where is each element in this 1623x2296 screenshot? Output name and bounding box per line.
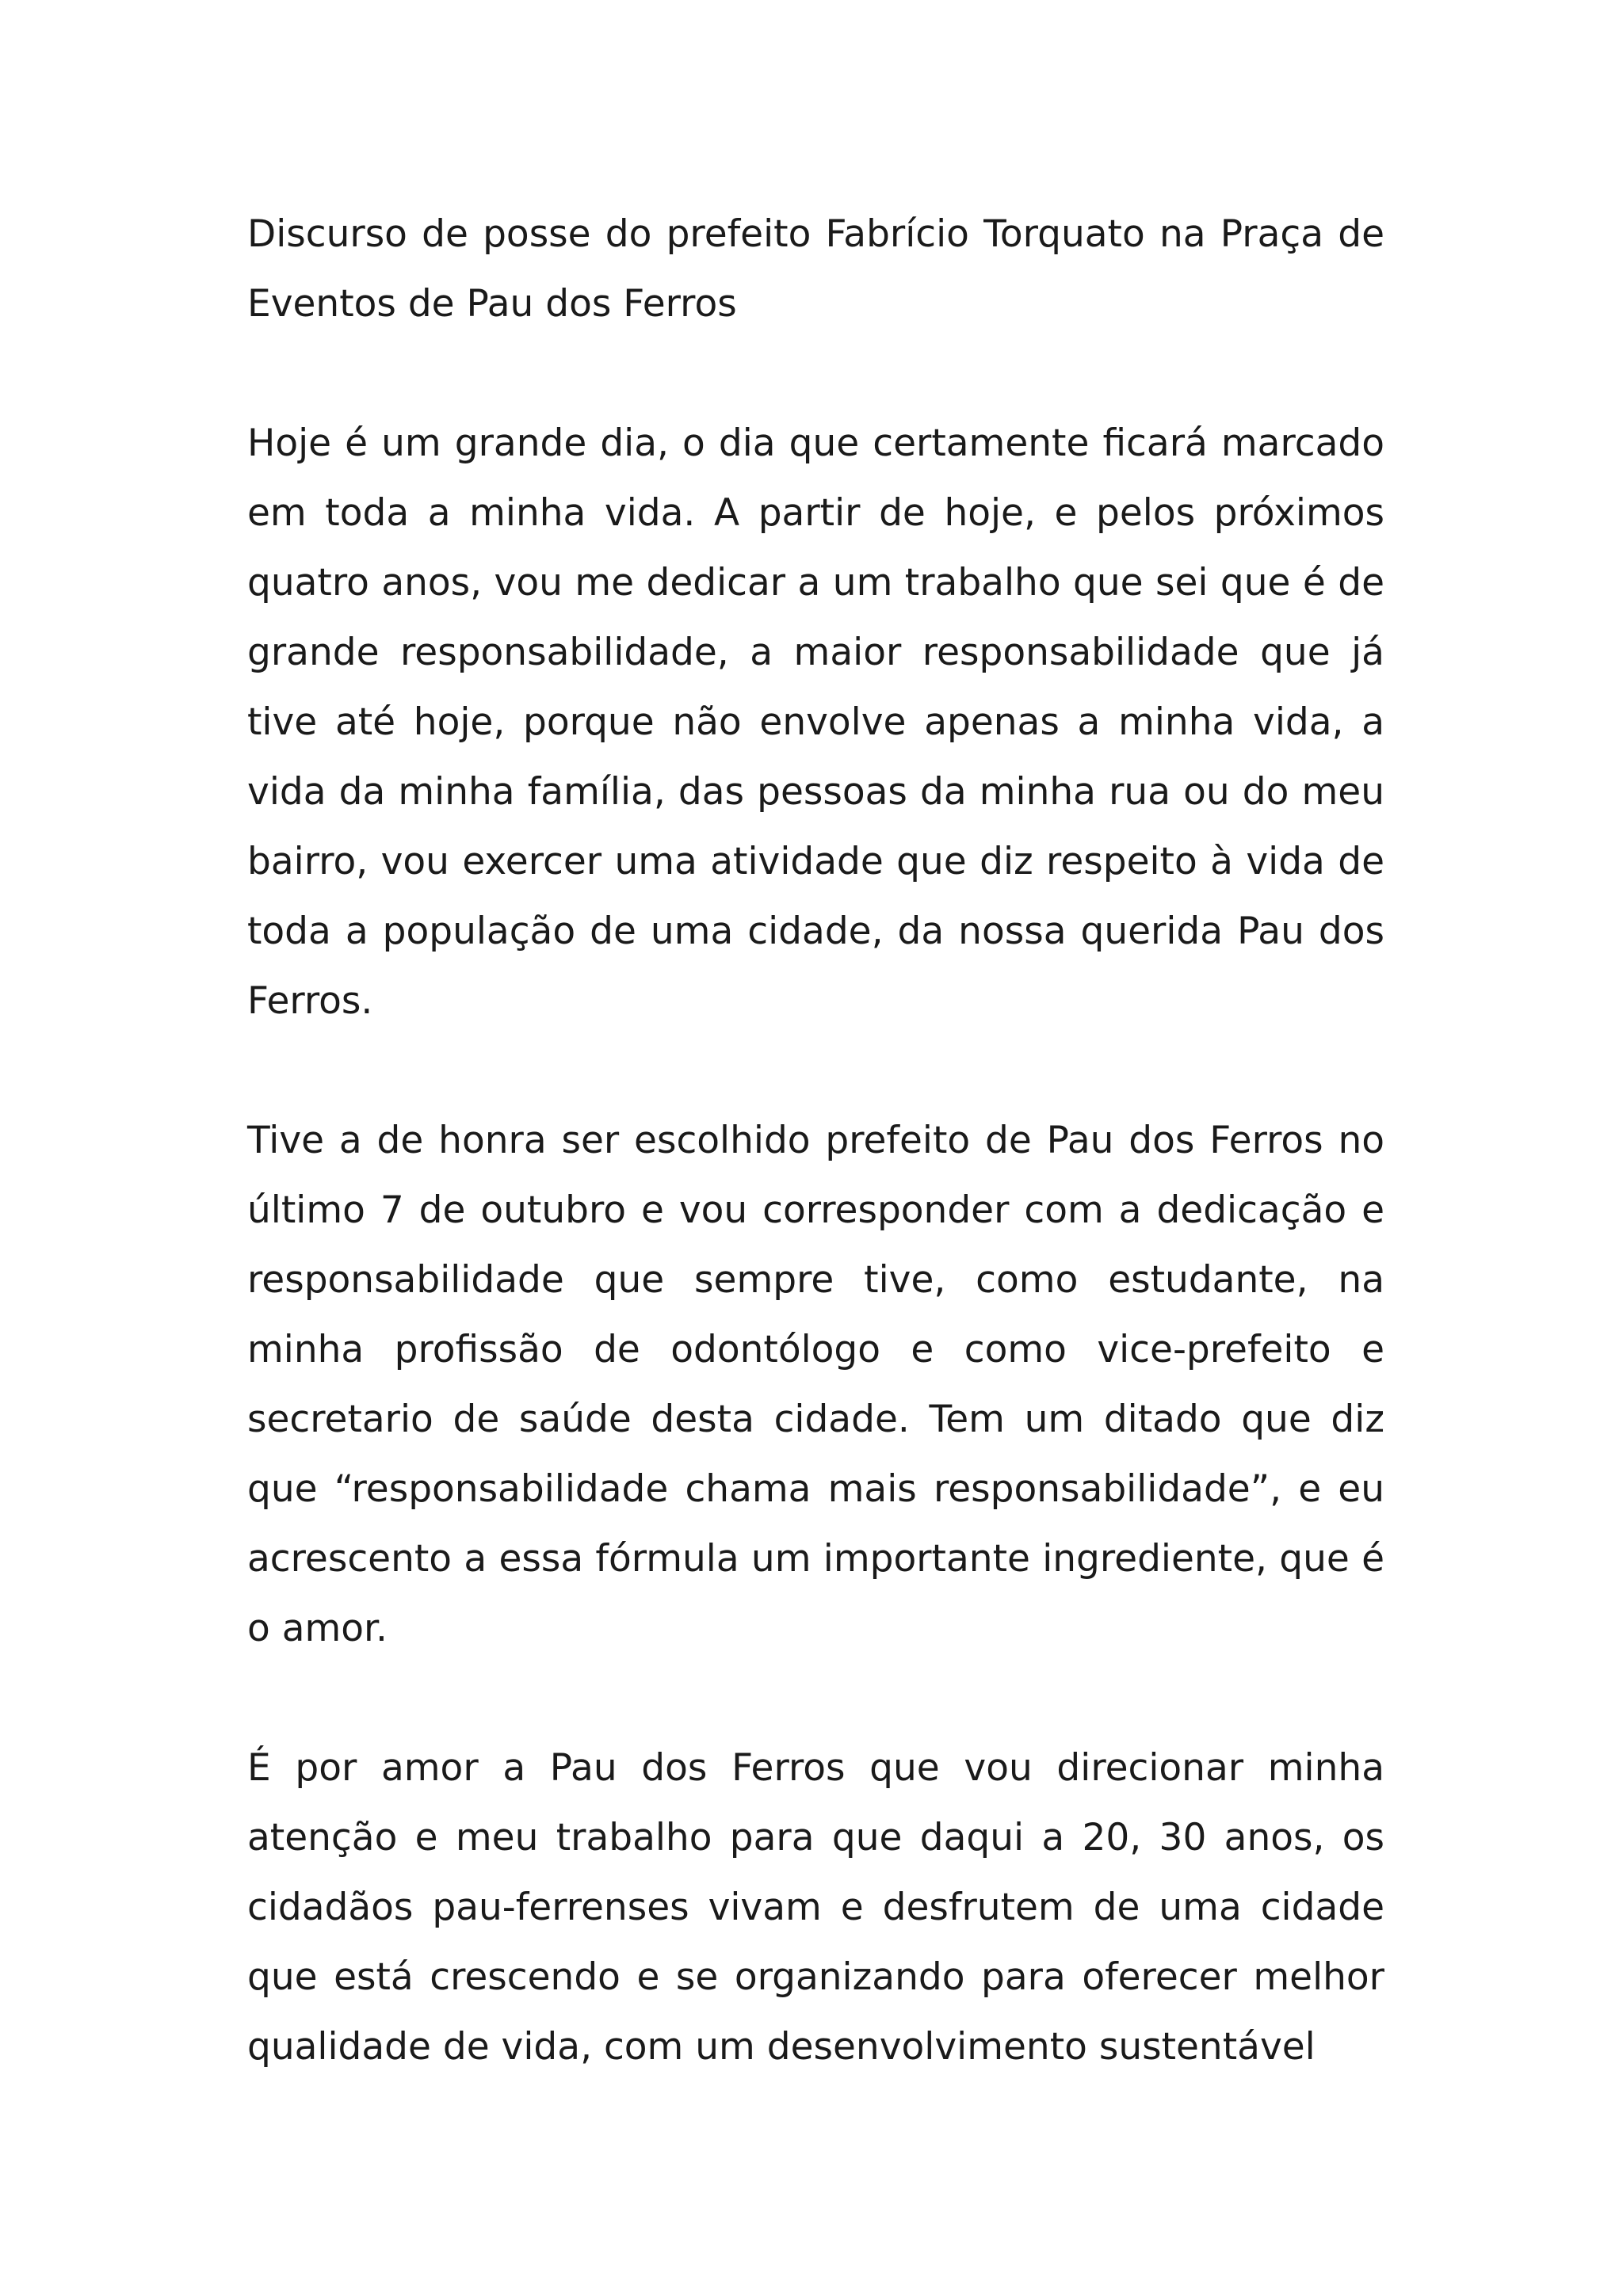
paragraph-2: Tive a de honra ser escolhido prefeito de Pau dos Ferros no último 7 de outubro e vou corresponder com a dedicação e responsabilidade que sempre tive, como estudante, na minha profissão de odontólogo e como vice-prefeito e secretario de saúde desta cidade. Tem um ditado que diz que “responsabilidade chama mais responsabilidade”, e eu acrescento a essa fórmula um importante ingrediente, que é o amor. — [247, 1119, 1384, 1650]
document-title: Discurso de posse do prefeito Fabrício Torquato na Praça de Eventos de Pau dos Ferros — [247, 212, 1384, 326]
paragraph-3: É por amor a Pau dos Ferros que vou direcionar minha atenção e meu trabalho para que daqui a 20, 30 anos, os cidadãos pau-ferrenses vivam e desfrutem de uma cidade que está crescendo e se organizando para oferecer melhor qualidade de vida, com um desenvolvimento sustentável — [247, 1746, 1384, 2069]
paragraph-1: Hoje é um grande dia, o dia que certamente ficará marcado em toda a minha vida. A partir de hoje, e pelos próximos quatro anos, vou me dedicar a um trabalho que sei que é de grande responsabilidade, a maior responsabilidade que já tive até hoje, porque não envolve apenas a minha vida, a vida da minha família, das pessoas da minha rua ou do meu bairro, vou exercer uma atividade que diz respeito à vida de toda a população de uma cidade, da nossa querida Pau dos Ferros. — [247, 421, 1384, 1023]
document-body — [247, 200, 1384, 2152]
